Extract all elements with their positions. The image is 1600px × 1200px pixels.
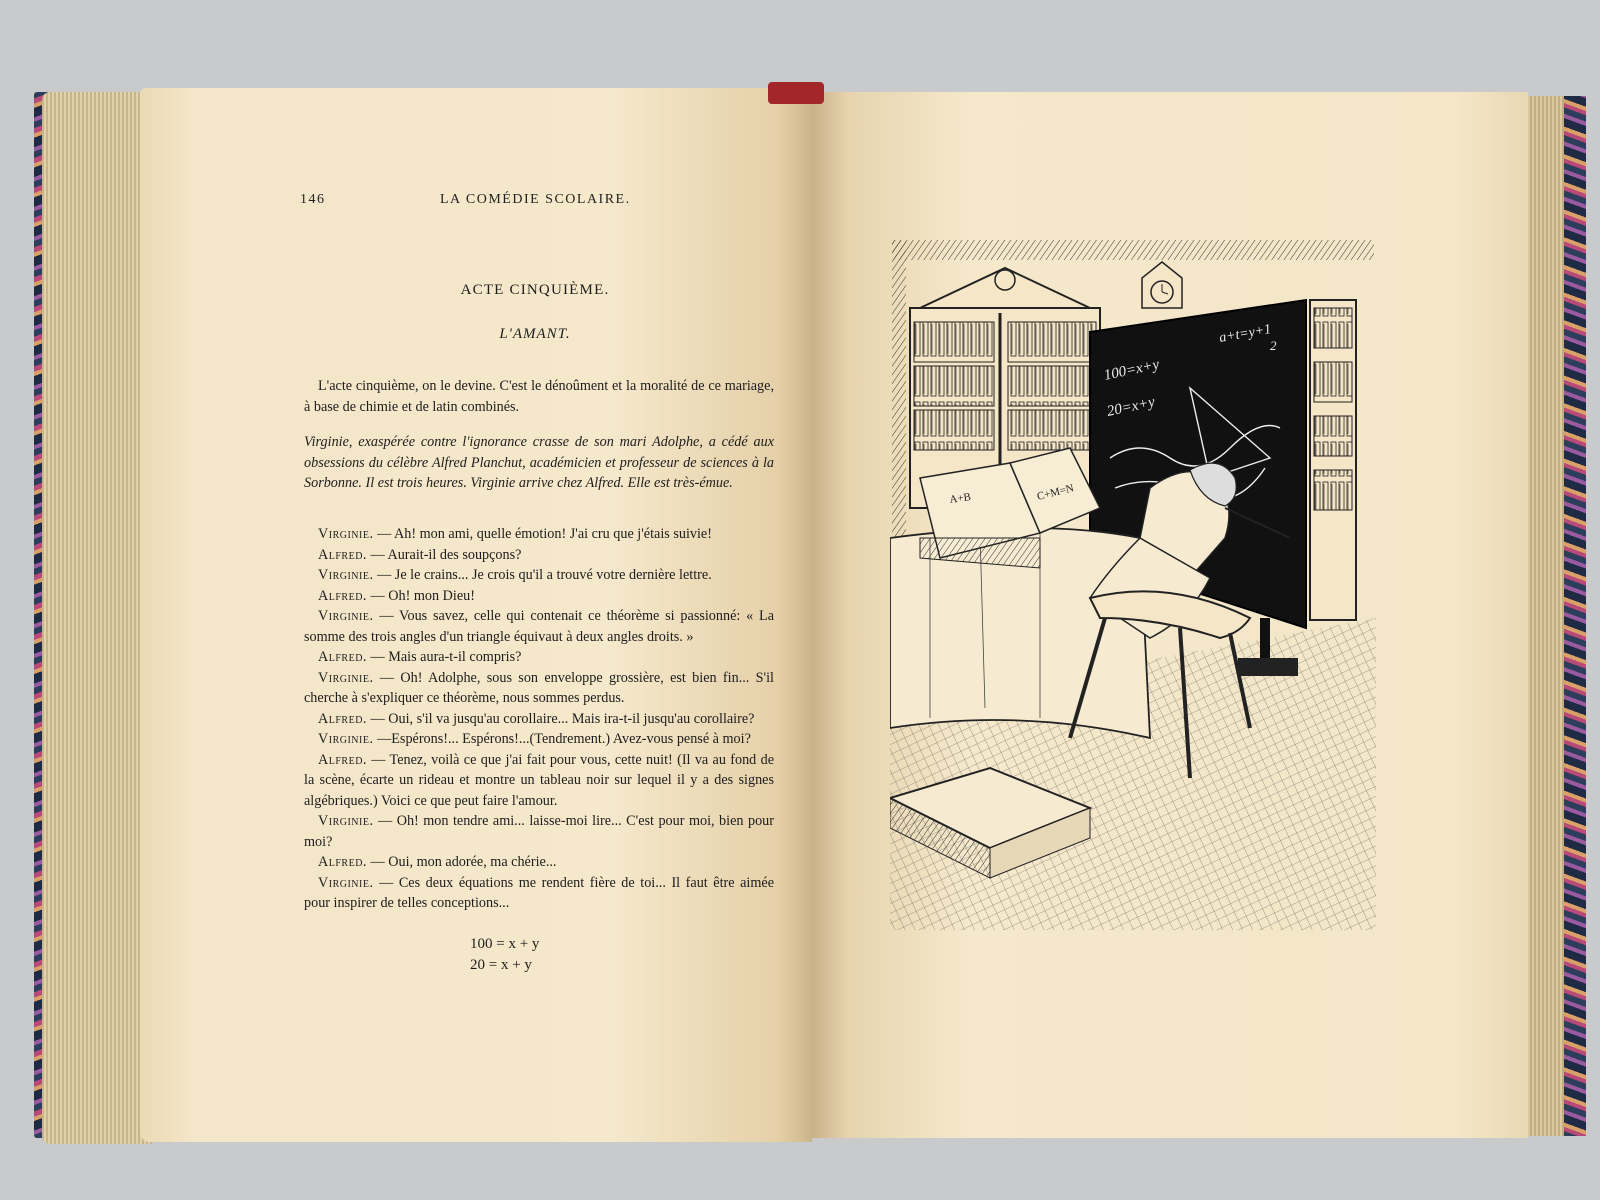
line-text: — Vous savez, celle qui contenait ce théorème si passionné: « La somme des trois angles d'un triangle équivaut à deux angles droits. »	[304, 608, 774, 645]
dialogue-line	[304, 524, 774, 545]
line-text: — Je le crains... Je crois qu'il a trouvé votre dernière lettre.	[373, 567, 712, 583]
line-text: — Tenez, voilà ce que j'ai fait pour vous, cette nuit! (Il va au fond de la scène, écarte un rideau et montre un tableau noir sur lequel il y a des signes algébriques.) Voici ce que peut faire l'amour.	[304, 751, 774, 809]
speaker: Virginie.	[318, 813, 374, 829]
dialogue-line	[304, 873, 774, 914]
top-frame	[892, 240, 1374, 260]
bookmark-ribbon	[768, 82, 824, 104]
dialogue-line	[304, 709, 774, 730]
dialogue-line	[304, 750, 774, 812]
dialogue-line	[304, 852, 774, 873]
speaker: Virginie.	[318, 731, 374, 747]
blackboard-equation: 20=x+y	[1105, 394, 1157, 420]
bookcase-right	[1310, 300, 1356, 620]
line-text: — Oh! mon tendre ami... laisse-moi lire... C'est pour moi, bien pour moi?	[304, 813, 774, 850]
speaker: Virginie.	[318, 567, 374, 583]
speaker: Virginie.	[318, 874, 374, 891]
speaker: Alfred.	[318, 546, 367, 563]
running-header	[300, 192, 770, 216]
dialogue-line	[304, 668, 774, 709]
running-head: LA COMÉDIE SCOLAIRE.	[440, 192, 631, 207]
wall-clock	[1142, 262, 1182, 308]
line-text: — Oh! Adolphe, sous son enveloppe grossière, est bien fin... S'il cherche à s'expliquer ce théorème, nous sommes perdus.	[304, 669, 774, 706]
line-text: — Ah! mon ami, quelle émotion! J'ai cru que j'étais suivie!	[373, 526, 712, 542]
page-edges-left	[42, 92, 152, 1144]
act-title: ACTE CINQUIÈME.	[460, 282, 610, 298]
speaker: Alfred.	[318, 587, 367, 604]
dialogue	[304, 524, 774, 914]
speaker: Alfred.	[318, 751, 367, 768]
speaker: Alfred.	[318, 710, 367, 727]
line-text: — Oh! mon Dieu!	[366, 587, 475, 604]
dialogue-line	[304, 811, 774, 852]
blackboard-equation: a+t=y+1	[1218, 322, 1273, 346]
book-text: A+B	[948, 491, 972, 506]
line-text: —Espérons!... Espérons!...(Tendrement.) Avez-vous pensé à moi?	[373, 731, 751, 747]
dialogue-line	[304, 729, 774, 750]
dialogue-line	[304, 545, 774, 566]
speaker: Virginie.	[318, 669, 374, 686]
illustration-engraving	[890, 238, 1376, 930]
stage-direction: Virginie, exaspérée contre l'ignorance crasse de son mari Adolphe, a cédé aux obsessions du célèbre Alfred Planchut, académicien et professeur de sciences à la Sorbonne. Il est trois heures. Virginie arrive chez Alfred. Elle est très-émue.	[304, 434, 774, 491]
equation: 20 = x + y	[470, 957, 532, 973]
blackboard-equation: 100=x+y	[1102, 356, 1161, 384]
blackboard-equation: 2	[1270, 338, 1277, 353]
dialogue-line	[304, 586, 774, 607]
speaker: Virginie.	[318, 608, 374, 624]
dialogue-line	[304, 606, 774, 647]
speaker: Virginie.	[318, 526, 374, 542]
dialogue-line	[304, 565, 774, 586]
line-text: — Oui, mon adorée, ma chérie...	[366, 854, 557, 870]
line-text: — Ces deux équations me rendent fière de toi... Il faut être aimée pour inspirer de telles conceptions...	[304, 874, 774, 911]
dialogue-line	[304, 647, 774, 668]
speaker: Alfred.	[318, 854, 367, 870]
act-subtitle: L'AMANT.	[499, 326, 571, 342]
equations	[470, 934, 600, 976]
intro-paragraph: L'acte cinquième, on le devine. C'est le dénoûment et la moralité de ce mariage, à base de chimie et de latin combinés.	[304, 378, 774, 415]
speaker: Alfred.	[318, 649, 367, 665]
book-text: C+M=N	[1035, 482, 1076, 503]
line-text: — Oui, s'il va jusqu'au corollaire... Mais ira-t-il jusqu'au corollaire?	[366, 710, 755, 727]
page-number: 146	[300, 192, 326, 207]
line-text: — Mais aura-t-il compris?	[366, 649, 522, 665]
equation: 100 = x + y	[470, 936, 540, 952]
line-text: — Aurait-il des soupçons?	[366, 546, 522, 563]
